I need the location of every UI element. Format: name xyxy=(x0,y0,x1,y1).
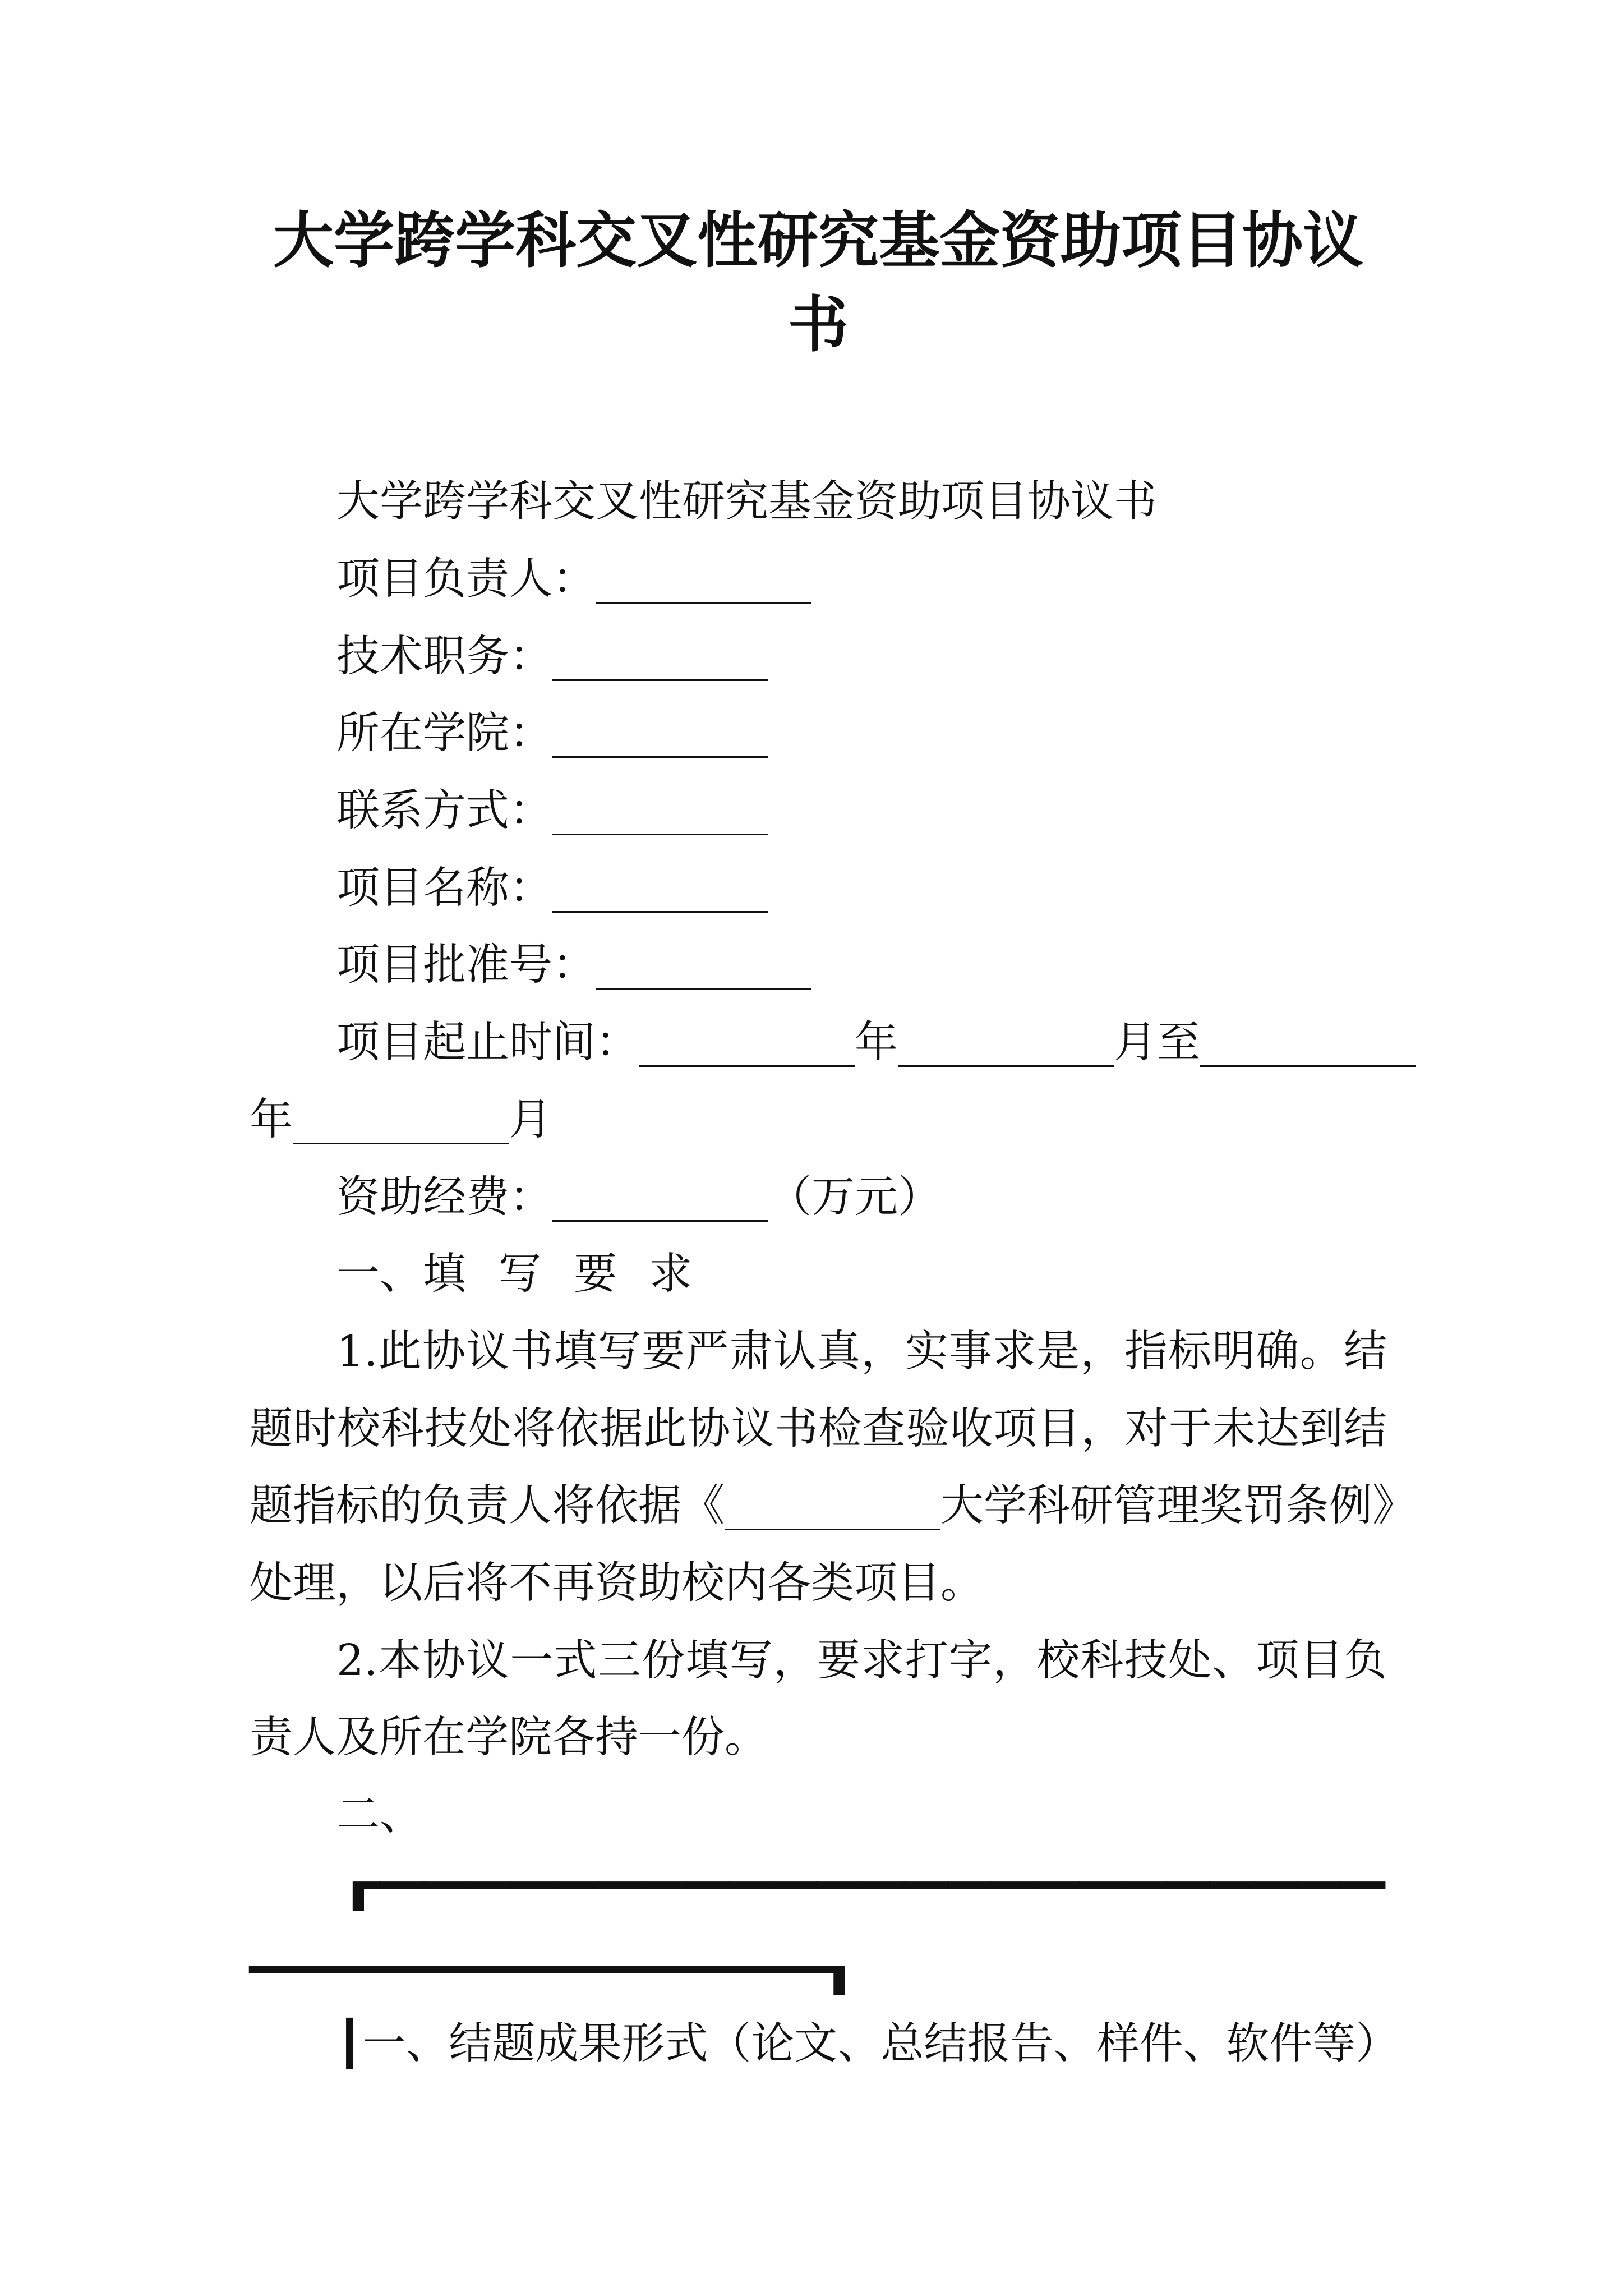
field-technical-position: 技术职务：__________ xyxy=(336,632,768,682)
field-contact: 联系方式：__________ xyxy=(336,786,768,836)
section-heading-requirements: 一、填 写 要 求 xyxy=(336,1249,693,1299)
table-top-border-cont: ━━━━━━━━━━━━━┓ xyxy=(250,1945,861,1995)
document-title: 大学跨学科交叉性研究基金资助项目协议书 xyxy=(273,205,1363,360)
requirement-1-line-3: 题指标的负责人将依据《__________大学科研管理奖罚条例》 xyxy=(250,1481,1415,1531)
requirement-1-line-4: 处理，以后将不再资助校内各类项目。 xyxy=(250,1558,984,1608)
field-funding: 资助经费：__________（万元） xyxy=(336,1172,941,1222)
field-project-leader: 项目负责人：__________ xyxy=(336,554,811,604)
requirement-2-line-2: 责人及所在学院各持一份。 xyxy=(250,1713,768,1763)
field-college: 所在学院：__________ xyxy=(336,708,768,758)
field-project-name: 项目名称：__________ xyxy=(336,863,768,913)
field-project-period-cont: 年__________月 xyxy=(250,1095,552,1145)
subtitle: 大学跨学科交叉性研究基金资助项目协议书 xyxy=(336,477,1157,527)
field-project-period: 项目起止时间：__________年__________月至__________ xyxy=(336,1018,1416,1068)
requirement-1-line-1: 1.此协议书填写要严肃认真，实事求是，指标明确。结 xyxy=(336,1327,1387,1377)
section-heading-2: 二、 xyxy=(336,1790,423,1840)
table-top-border: ┏━━━━━━━━━━━━━━━━━━━━━━━ xyxy=(336,1861,1385,1911)
requirement-1-line-2: 题时校科技处将依据此协议书检查验收项目，对于未达到结 xyxy=(250,1404,1387,1454)
table-row-result-form: ┃一、结题成果形式（论文、总结报告、样件、软件等） xyxy=(336,2019,1399,2069)
requirement-2-line-1: 2.本协议一式三份填写，要求打字，校科技处、项目负 xyxy=(336,1636,1387,1686)
field-approval-number: 项目批准号：__________ xyxy=(336,940,811,990)
